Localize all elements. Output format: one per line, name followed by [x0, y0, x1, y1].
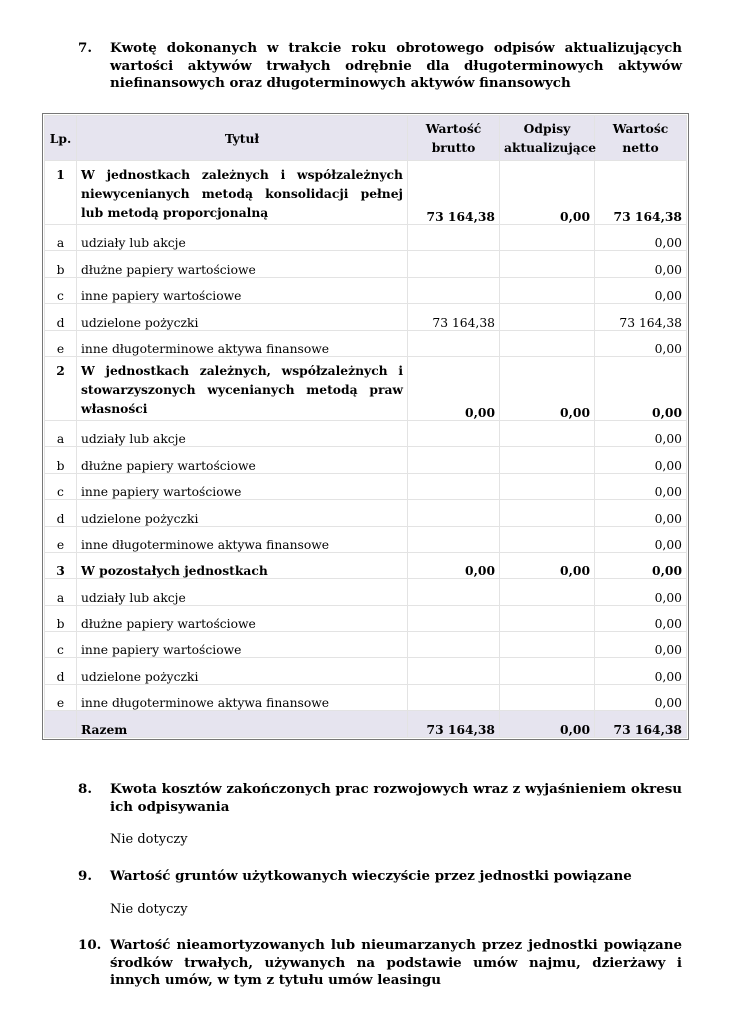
cell-brutto	[408, 447, 500, 473]
table-row	[45, 330, 687, 356]
table-row	[45, 420, 687, 446]
cell-title: W pozostałych jednostkach	[77, 552, 408, 578]
table-row	[45, 304, 687, 330]
cell-odpisy	[500, 605, 595, 631]
cell-lp: d	[45, 500, 77, 526]
cell-netto: 0,00	[595, 684, 687, 710]
cell-title: inne papiery wartościowe	[77, 277, 408, 303]
cell-title: Razem	[77, 711, 408, 738]
cell-netto: 0,00	[595, 632, 687, 658]
cell-netto: 0,00	[595, 251, 687, 277]
table-row	[45, 658, 687, 684]
cell-odpisy	[500, 579, 595, 605]
header-netto-line1: Wartośc	[612, 121, 669, 136]
cell-brutto	[408, 420, 500, 446]
cell-netto: 73 164,38	[595, 711, 687, 738]
section-8	[78, 781, 682, 816]
cell-title: udzielone pożyczki	[77, 304, 408, 330]
table-row	[45, 251, 687, 277]
cell-odpisy: 0,00	[500, 356, 595, 420]
cell-title: W jednostkach zależnych, współzależnych i stowarzyszonych wycenianych metodą praw własności	[77, 356, 408, 420]
cell-lp: e	[45, 526, 77, 552]
cell-brutto: 0,00	[408, 356, 500, 420]
cell-brutto	[408, 658, 500, 684]
cell-odpisy	[500, 684, 595, 710]
cell-netto: 73 164,38	[595, 161, 687, 225]
header-lp: Lp.	[45, 116, 77, 161]
section-heading: Kwota kosztów zakończonych prac rozwojowych wraz z wyjaśnieniem okresu ich odpisywania	[110, 781, 682, 815]
section-number: 8.	[78, 781, 92, 797]
cell-title: udzielone pożyczki	[77, 500, 408, 526]
table-row	[45, 579, 687, 605]
cell-odpisy	[500, 526, 595, 552]
financial-assets-table	[44, 115, 687, 738]
header-brutto	[408, 116, 500, 161]
cell-brutto	[408, 632, 500, 658]
header-brutto-line2: brutto	[431, 140, 476, 155]
cell-title: udziały lub akcje	[77, 225, 408, 251]
table-row	[45, 605, 687, 631]
section-8-note: Nie dotyczy	[110, 832, 188, 847]
cell-netto: 0,00	[595, 552, 687, 578]
cell-brutto: 73 164,38	[408, 711, 500, 738]
cell-lp: 3	[45, 552, 77, 578]
cell-title: inne długoterminowe aktywa finansowe	[77, 330, 408, 356]
cell-title: inne papiery wartościowe	[77, 632, 408, 658]
cell-lp: e	[45, 330, 77, 356]
cell-lp	[45, 711, 77, 738]
cell-netto: 73 164,38	[595, 304, 687, 330]
section-number: 9.	[78, 868, 92, 884]
section-7	[78, 40, 682, 93]
section-number: 10.	[78, 937, 102, 953]
cell-title: inne długoterminowe aktywa finansowe	[77, 526, 408, 552]
cell-lp: b	[45, 605, 77, 631]
cell-odpisy	[500, 447, 595, 473]
table-row	[45, 684, 687, 710]
header-odpisy	[500, 116, 595, 161]
table-row	[45, 552, 687, 578]
cell-brutto	[408, 500, 500, 526]
section-heading: Wartość gruntów użytkowanych wieczyście przez jednostki powiązane	[110, 868, 632, 884]
cell-brutto	[408, 684, 500, 710]
cell-lp: d	[45, 658, 77, 684]
cell-netto: 0,00	[595, 605, 687, 631]
cell-title: W jednostkach zależnych i współzależnych niewycenianych metodą konsolidacji pełnej lub metodą proporcjonalną	[77, 161, 408, 225]
header-netto	[595, 116, 687, 161]
cell-netto: 0,00	[595, 330, 687, 356]
table-row	[45, 356, 687, 420]
cell-odpisy: 0,00	[500, 711, 595, 738]
section-9	[78, 868, 682, 886]
cell-title: udzielone pożyczki	[77, 658, 408, 684]
table-row	[45, 277, 687, 303]
cell-brutto	[408, 251, 500, 277]
cell-title: udziały lub akcje	[77, 579, 408, 605]
cell-netto: 0,00	[595, 277, 687, 303]
total-row	[45, 711, 687, 738]
cell-lp: b	[45, 251, 77, 277]
cell-lp: c	[45, 632, 77, 658]
cell-odpisy	[500, 500, 595, 526]
cell-title: dłużne papiery wartościowe	[77, 251, 408, 277]
cell-title: inne długoterminowe aktywa finansowe	[77, 684, 408, 710]
cell-brutto: 0,00	[408, 552, 500, 578]
header-brutto-line1: Wartość	[425, 121, 482, 136]
cell-odpisy	[500, 420, 595, 446]
header-odpisy-line1: Odpisy	[523, 121, 571, 136]
cell-lp: c	[45, 473, 77, 499]
cell-lp: a	[45, 225, 77, 251]
header-odpisy-line2: aktualizujące	[504, 140, 597, 155]
cell-netto: 0,00	[595, 473, 687, 499]
table-row	[45, 161, 687, 225]
table-row	[45, 447, 687, 473]
table-row	[45, 473, 687, 499]
cell-brutto	[408, 277, 500, 303]
cell-netto: 0,00	[595, 447, 687, 473]
cell-brutto	[408, 579, 500, 605]
cell-netto: 0,00	[595, 500, 687, 526]
cell-netto: 0,00	[595, 356, 687, 420]
cell-title: dłużne papiery wartościowe	[77, 447, 408, 473]
table-row	[45, 225, 687, 251]
cell-title: dłużne papiery wartościowe	[77, 605, 408, 631]
table-row	[45, 526, 687, 552]
cell-brutto	[408, 526, 500, 552]
cell-brutto	[408, 473, 500, 499]
cell-netto: 0,00	[595, 225, 687, 251]
cell-odpisy	[500, 658, 595, 684]
cell-odpisy	[500, 304, 595, 330]
section-10	[78, 937, 682, 990]
section-9-note: Nie dotyczy	[110, 902, 188, 917]
cell-lp: 1	[45, 161, 77, 225]
cell-title: inne papiery wartościowe	[77, 473, 408, 499]
cell-brutto	[408, 225, 500, 251]
cell-lp: a	[45, 420, 77, 446]
cell-lp: e	[45, 684, 77, 710]
cell-odpisy	[500, 632, 595, 658]
cell-netto: 0,00	[595, 658, 687, 684]
cell-odpisy	[500, 251, 595, 277]
cell-lp: c	[45, 277, 77, 303]
cell-netto: 0,00	[595, 526, 687, 552]
table-header-row	[45, 116, 687, 161]
cell-brutto: 73 164,38	[408, 304, 500, 330]
cell-odpisy: 0,00	[500, 552, 595, 578]
section-heading: Kwotę dokonanych w trakcie roku obrotowego odpisów aktualizujących wartości aktywów trwałych odrębnie dla długoterminowych aktywów niefinansowych oraz długoterminowych aktywów finansowych	[110, 40, 682, 91]
section-number: 7.	[78, 40, 92, 56]
cell-odpisy: 0,00	[500, 161, 595, 225]
cell-brutto	[408, 330, 500, 356]
cell-netto: 0,00	[595, 420, 687, 446]
cell-lp: b	[45, 447, 77, 473]
table-row	[45, 500, 687, 526]
cell-brutto	[408, 605, 500, 631]
cell-odpisy	[500, 330, 595, 356]
table-row	[45, 632, 687, 658]
cell-lp: d	[45, 304, 77, 330]
cell-lp: 2	[45, 356, 77, 420]
header-title: Tytuł	[77, 116, 408, 161]
cell-netto: 0,00	[595, 579, 687, 605]
cell-title: udziały lub akcje	[77, 420, 408, 446]
cell-lp: a	[45, 579, 77, 605]
cell-brutto: 73 164,38	[408, 161, 500, 225]
cell-odpisy	[500, 277, 595, 303]
cell-odpisy	[500, 473, 595, 499]
section-heading: Wartość nieamortyzowanych lub nieumarzanych przez jednostki powiązane środków trwałych, używanych na podstawie umów najmu, dzierżawy i innych umów, w tym z tytułu umów leasingu	[110, 937, 682, 988]
header-netto-line2: netto	[622, 140, 659, 155]
cell-odpisy	[500, 225, 595, 251]
